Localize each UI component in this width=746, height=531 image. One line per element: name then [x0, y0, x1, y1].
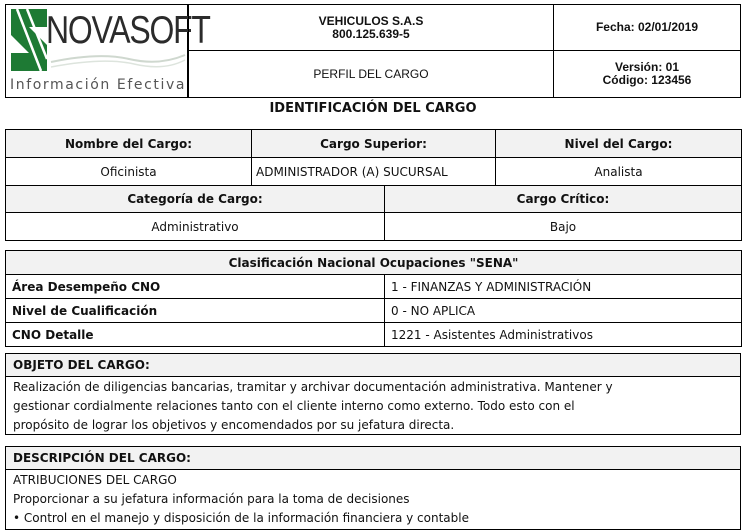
header-cargo-superior: Cargo Superior: — [252, 130, 496, 158]
value-nombre-cargo: Oficinista — [6, 158, 252, 186]
descripcion-line: ATRIBUCIONES DEL CARGO — [13, 473, 177, 487]
company-cell — [188, 4, 554, 51]
sena-label-cno: CNO Detalle — [6, 323, 385, 347]
sena-title: Clasificación Nacional Ocupaciones "SENA" — [6, 251, 742, 275]
descripcion-line: • Control en el manejo y disposición de la información financiera y contable — [13, 511, 469, 525]
header-nivel-cargo: Nivel del Cargo: — [496, 130, 742, 158]
company-nit: 800.125.639-5 — [332, 26, 410, 41]
sena-value-nivel: 0 - NO APLICA — [385, 299, 742, 323]
document-title: PERFIL DEL CARGO — [188, 50, 554, 98]
descripcion-title: DESCRIPCIÓN DEL CARGO: — [6, 447, 740, 470]
sena-label-area: Área Desempeño CNO — [6, 275, 385, 299]
header-cargo-critico: Cargo Crítico: — [385, 186, 742, 213]
version: Versión: 01 — [614, 60, 680, 74]
value-cargo-superior: ADMINISTRADOR (A) SUCURSAL — [252, 158, 496, 186]
fecha: Fecha: 02/01/2019 — [553, 4, 741, 51]
objeto-line: propósito de lograr los objetivos y encomendados por su jefatura directa. — [13, 418, 455, 432]
brand-name: NOVASOFT — [46, 9, 210, 52]
objeto-title: OBJETO DEL CARGO: — [6, 354, 740, 377]
value-nivel-cargo: Analista — [496, 158, 742, 186]
brand-tagline: Información Efectiva — [10, 77, 187, 93]
value-cargo-critico: Bajo — [385, 213, 742, 241]
identificacion-table — [5, 129, 742, 241]
objeto-body — [6, 377, 740, 436]
sena-table — [5, 250, 742, 347]
header-categoria-cargo: Categoría de Cargo: — [6, 186, 385, 213]
objeto-line: Realización de diligencias bancarias, tramitar y archivar documentación administrativa. Mantener y — [13, 380, 613, 394]
codigo: Código: 123456 — [602, 73, 692, 87]
version-codigo — [553, 50, 741, 98]
section-title-identificacion: IDENTIFICACIÓN DEL CARGO — [269, 101, 477, 116]
objeto-line: gestionar cordialmente relaciones tanto con el cliente interno como externo. Todo esto con el — [13, 399, 575, 413]
sena-label-nivel: Nivel de Cualificación — [6, 299, 385, 323]
descripcion-line: Proporcionar a su jefatura información para la toma de decisiones — [13, 492, 410, 506]
company-name: VEHICULOS S.A.S — [318, 13, 424, 28]
value-categoria-cargo: Administrativo — [6, 213, 385, 241]
descripcion-body — [6, 470, 740, 529]
objeto-section — [5, 353, 741, 435]
sena-value-cno: 1221 - Asistentes Administrativos — [385, 323, 742, 347]
descripcion-section — [5, 446, 741, 530]
sena-value-area: 1 - FINANZAS Y ADMINISTRACIÓN — [385, 275, 742, 299]
header-nombre-cargo: Nombre del Cargo: — [6, 130, 252, 158]
novasoft-logo — [5, 4, 210, 98]
